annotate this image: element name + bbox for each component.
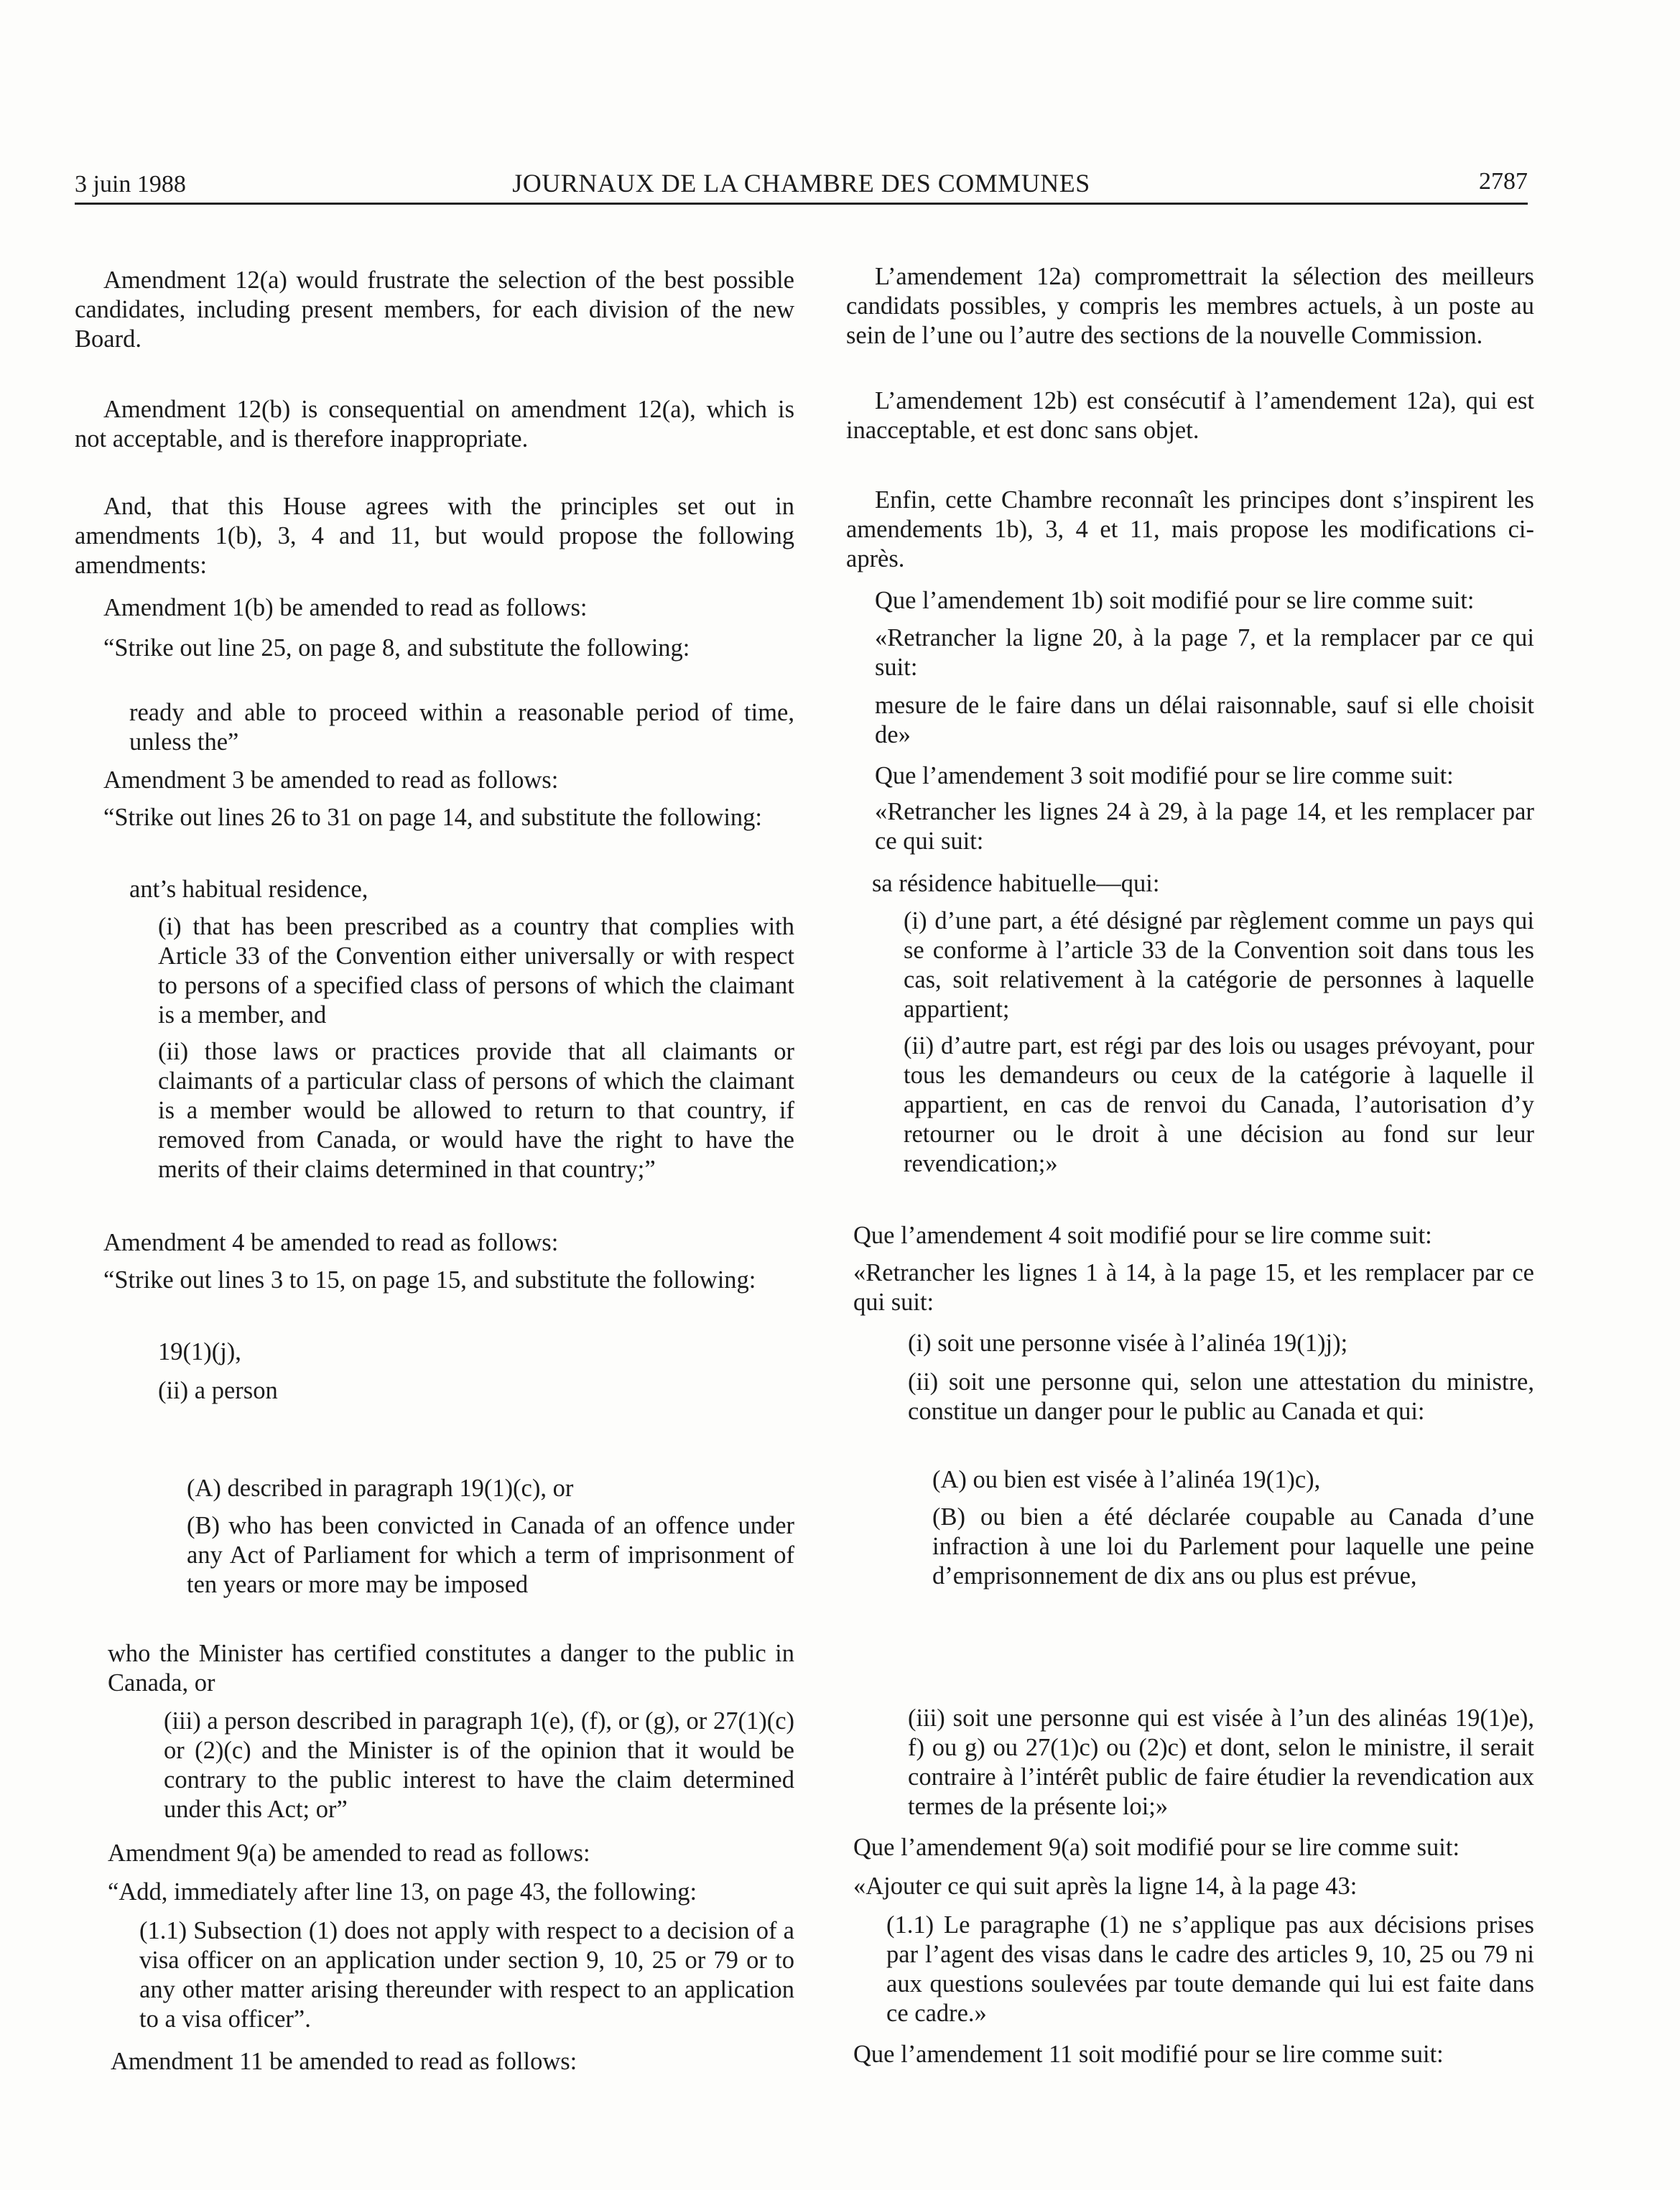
right-subparagraph: (i) soit une personne visée à l’alinéa 19(1)j);	[908, 1330, 1348, 1357]
right-paragraph: «Ajouter ce qui suit après la ligne 14, à la page 43:	[853, 1873, 1358, 1900]
right-subparagraph: (ii) soit une personne qui, selon une attestation du ministre, constitue un danger pour le public au Canada et qui:	[908, 1368, 1534, 1425]
left-paragraph: And, that this House agrees with the principles set out in amendments 1(b), 3, 4 and 11, but would propose the following amendments:	[75, 493, 794, 579]
right-clause: (A) ou bien est visée à l’alinéa 19(1)c),	[932, 1466, 1321, 1493]
right-quoted-text: mesure de le faire dans un délai raisonnable, sauf si elle choisit de»	[875, 692, 1534, 748]
right-paragraph: Que l’amendement 3 soit modifié pour se lire comme suit:	[875, 762, 1454, 789]
left-paragraph: Amendment 11 be amended to read as follows:	[111, 2048, 577, 2075]
right-quoted-text: (1.1) Le paragraphe (1) ne s’applique pas aux décisions prises par l’agent des visas dans le cadre des articles 9, 10, 25 ou 79 ni aux questions soulevées par toute demande qui lui est faite dans ce cadre.»	[886, 1911, 1534, 2027]
left-paragraph: Amendment 9(a) be amended to read as follows:	[108, 1839, 590, 1867]
left-paragraph: Amendment 4 be amended to read as follows:	[103, 1229, 559, 1256]
header-title: JOURNAUX DE LA CHAMBRE DES COMMUNES	[512, 169, 1090, 198]
left-clause: (A) described in paragraph 19(1)(c), or	[187, 1475, 574, 1502]
left-paragraph: “Strike out lines 26 to 31 on page 14, and substitute the following:	[103, 804, 763, 831]
left-paragraph: “Strike out lines 3 to 15, on page 15, and substitute the following:	[103, 1266, 756, 1294]
right-subparagraph: (i) d’une part, a été désigné par règlement comme un pays qui se conforme à l’article 33 de la Convention soit dans tous les cas, soit relativement à la catégorie de personnes à laquelle appartient;	[904, 907, 1534, 1023]
left-quoted-text: 19(1)(j),	[158, 1338, 241, 1365]
right-paragraph: Que l’amendement 4 soit modifié pour se lire comme suit:	[853, 1222, 1432, 1249]
right-subparagraph: (iii) soit une personne qui est visée à l’un des alinéas 19(1)e), f) ou g) ou 27(1)c) ou (2)c) et dont, selon le ministre, il serait contraire à l’intérêt public de faire étudier la revendication aux termes de la présente loi;»	[908, 1704, 1534, 1820]
right-paragraph: Que l’amendement 11 soit modifié pour se lire comme suit:	[853, 2041, 1444, 2068]
left-paragraph: Amendment 12(b) is consequential on amendment 12(a), which is not acceptable, and is therefore inappropriate.	[75, 396, 794, 453]
right-paragraph: Que l’amendement 1b) soit modifié pour se lire comme suit:	[875, 587, 1475, 614]
left-subparagraph: (ii) those laws or practices provide that all claimants or claimants of a particular class of persons of which the claimant is a member would be allowed to return to that country, if removed from Canada, or would have the right to have the merits of their claims determined in that country;”	[158, 1038, 794, 1183]
left-paragraph: “Strike out line 25, on page 8, and substitute the following:	[103, 634, 690, 662]
left-quoted-text: ready and able to proceed within a reasonable period of time, unless the”	[129, 699, 794, 756]
left-subparagraph: (iii) a person described in paragraph 1(e), (f), or (g), or 27(1)(c) or (2)(c) and the Minister is of the opinion that it would be contrary to the public interest to have the claim determined under this Act; or”	[164, 1707, 794, 1823]
right-quoted-text: sa résidence habituelle—qui:	[872, 870, 1160, 897]
left-paragraph: Amendment 3 be amended to read as follows:	[103, 766, 559, 794]
right-paragraph: «Retrancher la ligne 20, à la page 7, et la remplacer par ce qui suit:	[875, 624, 1534, 681]
left-clause: (B) who has been convicted in Canada of an offence under any Act of Parliament for which a term of imprisonment of ten years or more may be imposed	[187, 1512, 794, 1598]
header-date: 3 juin 1988	[75, 171, 186, 198]
right-paragraph: «Retrancher les lignes 24 à 29, à la page 14, et les remplacer par ce qui suit:	[875, 798, 1534, 855]
right-subparagraph: (ii) d’autre part, est régi par des lois ou usages prévoyant, pour tous les demandeurs ou ceux de la catégorie à laquelle il appartient, en cas de renvoi du Canada, l’autorisation d’y retourner ou le droit à une décision au fond sur leur revendication;»	[904, 1032, 1534, 1177]
left-paragraph: Amendment 1(b) be amended to read as follows:	[103, 594, 588, 621]
right-paragraph: Enfin, cette Chambre reconnaît les principes dont s’inspirent les amendements 1b), 3, 4 et 11, mais propose les modifications ci-après.	[846, 486, 1534, 572]
right-paragraph: L’amendement 12a) compromettrait la sélection des meilleurs candidats possibles, y compris les membres actuels, à un poste au sein de l’une ou l’autre des sections de la nouvelle Commission.	[846, 263, 1534, 349]
left-paragraph: who the Minister has certified constitutes a danger to the public in Canada, or	[108, 1640, 794, 1697]
right-clause: (B) ou bien a été déclarée coupable au Canada d’une infraction à une loi du Parlement pour laquelle une peine d’emprisonnement de dix ans ou plus est prévue,	[932, 1503, 1534, 1590]
left-paragraph: “Add, immediately after line 13, on page 43, the following:	[108, 1878, 697, 1906]
right-paragraph: L’amendement 12b) est consécutif à l’amendement 12a), qui est inacceptable, et est donc sans objet.	[846, 387, 1534, 444]
right-paragraph: Que l’amendement 9(a) soit modifié pour se lire comme suit:	[853, 1834, 1460, 1861]
left-subparagraph: (i) that has been prescribed as a country that complies with Article 33 of the Convention either universally or with respect to persons of a specified class of persons of which the claimant is a member, and	[158, 913, 794, 1029]
right-paragraph: «Retrancher les lignes 1 à 14, à la page 15, et les remplacer par ce qui suit:	[853, 1259, 1534, 1316]
left-paragraph: Amendment 12(a) would frustrate the selection of the best possible candidates, including present members, for each division of the new Board.	[75, 266, 794, 353]
page-number: 2787	[1479, 168, 1528, 195]
left-quoted-text: ant’s habitual residence,	[129, 876, 368, 903]
page-header	[75, 161, 1528, 205]
left-quoted-text: (1.1) Subsection (1) does not apply with respect to a decision of a visa officer on an application under section 9, 10, 25 or 79 or to any other matter arising thereunder with respect to an application to a visa officer”.	[139, 1917, 794, 2033]
left-subparagraph: (ii) a person	[158, 1377, 278, 1404]
